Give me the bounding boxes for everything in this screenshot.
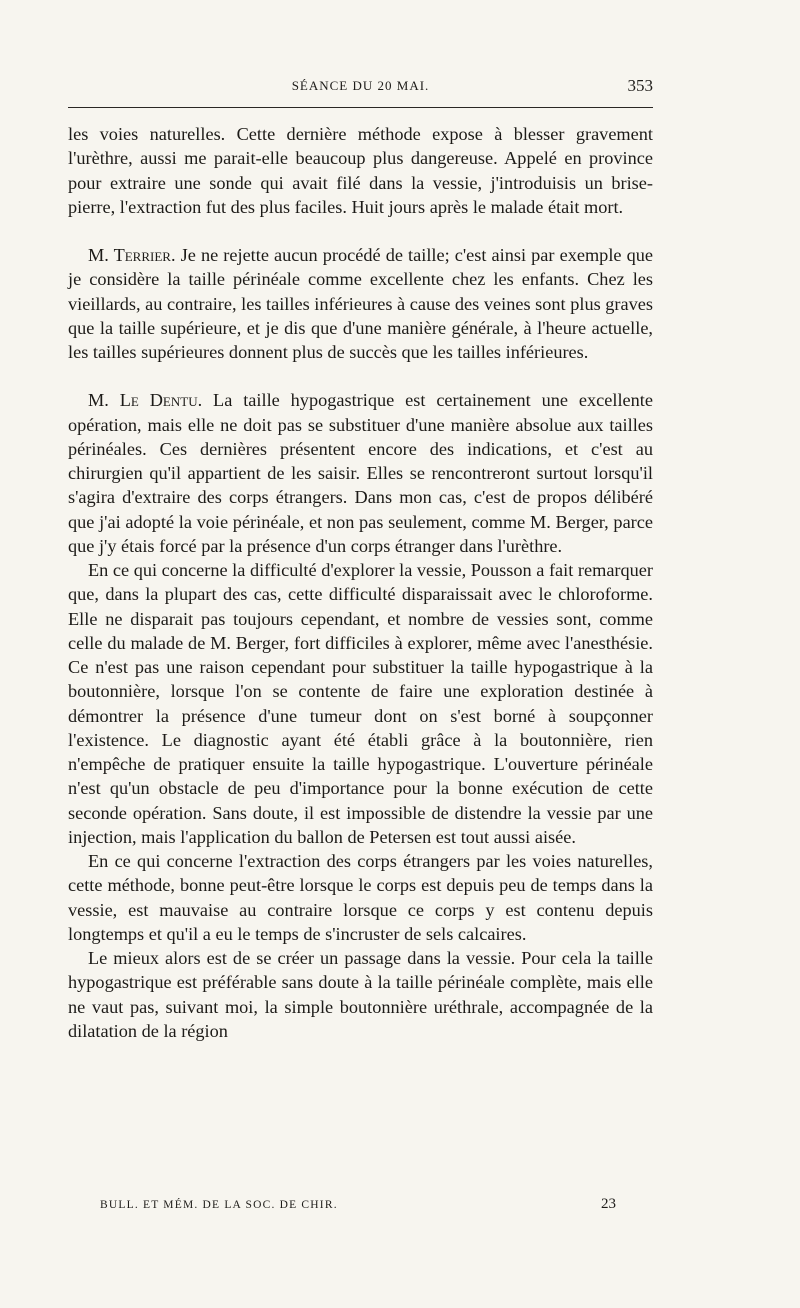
- speaker-name: M. Terrier.: [88, 245, 176, 265]
- page-footer: [100, 1196, 616, 1216]
- speaker-name: M. Le Dentu.: [88, 390, 203, 411]
- paragraph: [68, 388, 653, 558]
- paragraph-text: Le mieux alors est de se créer un passage dans la vessie. Pour cela la taille hypogastrique est préférable sans doute à la taille périnéale complète, mais elle ne vaut pas, suivant moi, la simple boutonnière uréthrale, accompagnée de la dilatation de la région: [68, 948, 653, 1041]
- paragraph-text: La taille hypogastrique est certainement une excellente opération, mais elle ne doit pas se substituer d'une manière absolue aux tailles périnéales. Ces dernières présentent encore des indications, et c'est au chirurgien qu'il appartient de les saisir. Elles se rencontreront surtout lorsqu'il s'agira d'extraire des corps étrangers. Dans mon cas, c'est de propos délibéré que j'ai adopté la voie périnéale, et non pas seulement, comme M. Berger, parce que j'y étais forcé par la présence d'un corps étranger dans l'urèthre.: [68, 390, 653, 556]
- signature-number: 23: [601, 1196, 616, 1212]
- paragraph-text: En ce qui concerne la difficulté d'explorer la vessie, Pousson a fait remarquer que, dans la plupart des cas, cette difficulté disparaissait avec le chloroforme. Elle ne disparait pas toujours cependant, et nombre de vessies sont, comme celle du malade de M. Berger, fort difficiles à explorer, même avec l'anesthésie. Ce n'est pas une raison cependant pour substituer la taille hypogastrique à la boutonnière, lorsque l'on se contente de faire une exploration destinée à démontrer la présence d'une tumeur dont on s'est borné à soupçonner l'existence. Le diagnostic ayant été établi grâce à la boutonnière, rien n'empêche de pratiquer ensuite la taille hypogastrique. L'ouverture périnéale n'est qu'un obstacle de peu d'importance pour la bonne exécution de cette seconde opération. Sans doute, il est impossible de distendre la vessie par une injection, mais l'application du ballon de Petersen est tout aussi aisée.: [68, 560, 653, 847]
- paragraph-text: les voies naturelles. Cette dernière méthode expose à blesser gravement l'urèthre, aussi me parait-elle beaucoup plus dangereuse. Appelé en province pour extraire une sonde qui avait filé dans la vessie, j'introduisis un brise-pierre, l'extraction fut des plus faciles. Huit jours après le malade était mort.: [68, 124, 653, 217]
- paragraph: [68, 558, 653, 849]
- paragraph: [68, 849, 653, 946]
- paragraph-text: En ce qui concerne l'extraction des corps étrangers par les voies naturelles, cette méthode, bonne peut-être lorsque le corps est depuis peu de temps dans la vessie, est mauvaise au contraire lorsque ce corps y est contenu depuis longtemps et qu'il a eu le temps de s'incruster de sels calcaires.: [68, 851, 653, 944]
- running-head: SÉANCE DU 20 MAI.: [291, 78, 430, 93]
- paragraph: [68, 122, 653, 219]
- paragraph-text: Je ne rejette aucun procédé de taille; c'est ainsi par exemple que je considère la taille périnéale comme excellente chez les enfants. Chez les vieillards, au contraire, les tailles inférieures à cause des veines sont plus graves que la taille supérieure, et je dis que d'une manière générale, à l'heure actuelle, les tailles supérieures donnent plus de succès que les tailles inférieures.: [68, 245, 653, 362]
- page-number: 353: [627, 76, 653, 95]
- paragraph: [68, 946, 653, 1043]
- page-body: [68, 122, 653, 1043]
- paragraph: [68, 243, 653, 364]
- page-header: [68, 76, 653, 102]
- signature-line: BULL. ET MÉM. DE LA SOC. DE CHIR.: [100, 1199, 338, 1211]
- header-rule: [68, 107, 653, 108]
